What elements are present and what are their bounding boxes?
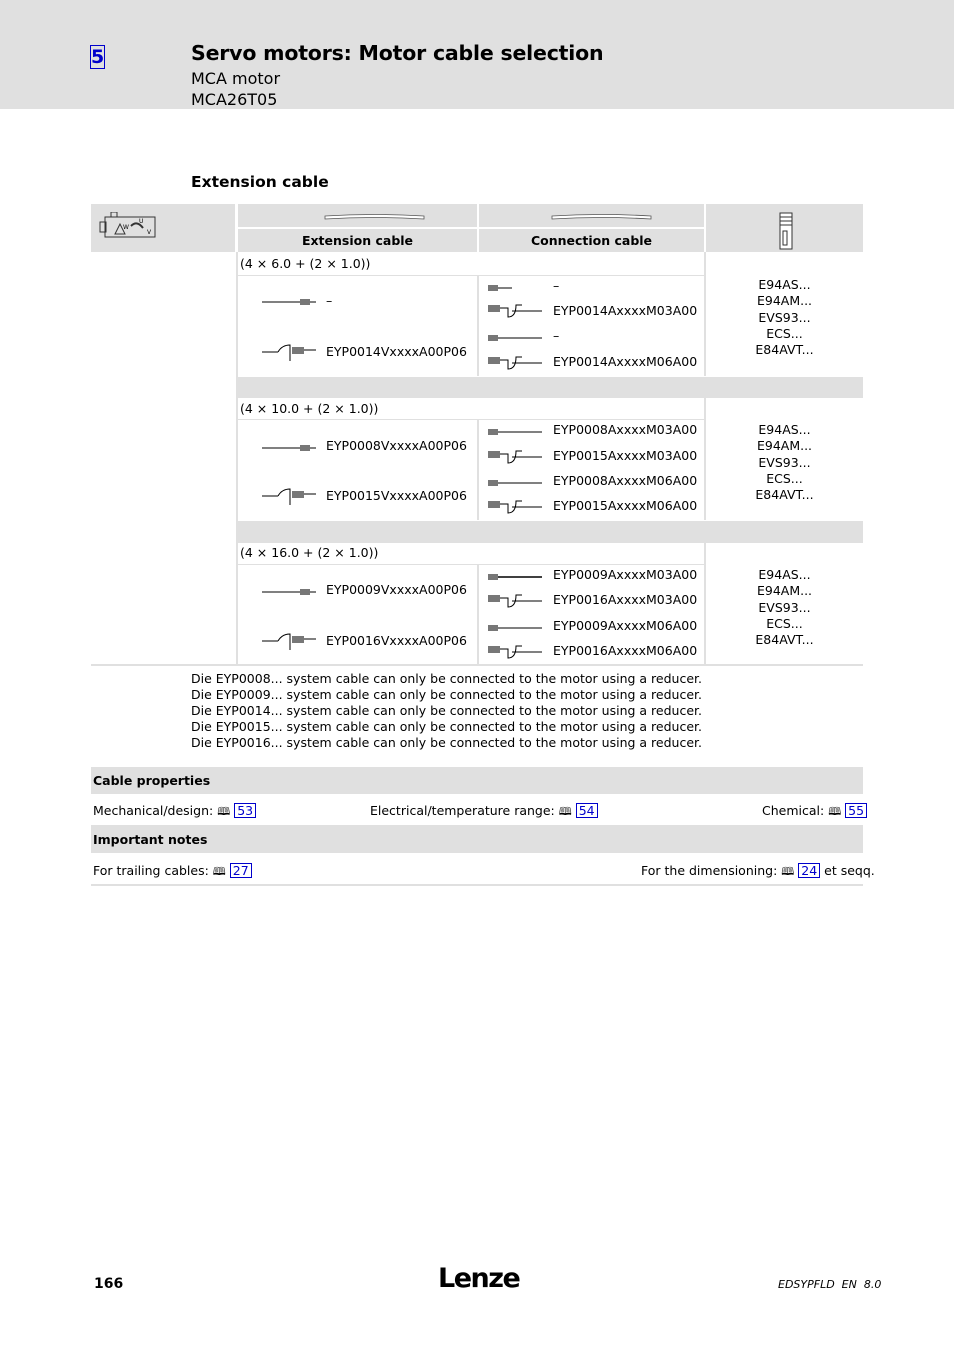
connection-part: EYP0015AxxxxM06A00 (553, 498, 698, 513)
cable-properties-heading: Cable properties (91, 767, 863, 794)
cross-section-label: (4 × 16.0 + (2 × 1.0)) (240, 545, 379, 560)
angled-plug-icon (488, 299, 544, 321)
extension-part: EYP0016VxxxxA00P06 (326, 633, 467, 648)
page-ref-link[interactable]: 53 (234, 803, 256, 818)
trailing-label: For trailing cables: (93, 863, 209, 878)
row-divider (238, 564, 704, 565)
controller-item: E84AVT... (755, 487, 814, 503)
mechanical-label: Mechanical/design: (93, 803, 214, 818)
plug-icon (488, 477, 544, 489)
dimensioning-row (641, 863, 875, 882)
page-title: Servo motors: Motor cable selection (191, 41, 604, 65)
plug-icon (262, 442, 318, 454)
controller-icon (778, 212, 794, 250)
electrical-row (370, 803, 598, 822)
extension-part: EYP0015VxxxxA00P06 (326, 488, 467, 503)
controller-list (706, 277, 863, 358)
group-separator (238, 377, 863, 398)
angled-plug-icon (262, 630, 318, 652)
controller-item: EVS93... (758, 309, 811, 325)
controller-item: ECS... (766, 615, 803, 631)
controller-item: EVS93... (758, 454, 811, 470)
table-bottom-rule (91, 664, 863, 666)
col-header-extension: Extension cable (238, 229, 477, 252)
dimensioning-suffix: et seqq. (824, 863, 875, 878)
cross-section-label: (4 × 10.0 + (2 × 1.0)) (240, 401, 379, 416)
plug-icon (488, 571, 544, 583)
book-icon: 🕮 (781, 865, 795, 878)
svg-text:W: W (123, 224, 129, 231)
group-separator (238, 521, 863, 543)
controller-header-cell (706, 204, 863, 252)
controller-list (706, 567, 863, 648)
controller-item: E94AS... (758, 422, 811, 437)
connection-part: EYP0014AxxxxM06A00 (553, 354, 698, 369)
controller-item: E84AVT... (755, 342, 814, 358)
footnote: Die EYP0014... system cable can only be connected to the motor using a reducer. (191, 703, 702, 718)
controller-item: ECS... (766, 325, 803, 341)
chemical-label: Chemical: (762, 803, 825, 818)
controller-item: E94AM... (756, 583, 813, 599)
connection-part: EYP0008AxxxxM06A00 (553, 473, 698, 488)
angled-plug-icon (262, 485, 318, 507)
footnotes (191, 671, 702, 751)
plug-icon (488, 332, 544, 344)
extension-part: EYP0009VxxxxA00P06 (326, 582, 467, 597)
trailing-cables-row (93, 863, 252, 882)
plug-icon (488, 426, 544, 438)
page-number: 166 (94, 1276, 124, 1292)
plug-icon (488, 622, 544, 634)
controller-item: E84AVT... (755, 632, 814, 648)
controller-item: E94AM... (756, 438, 813, 454)
plug-icon (262, 296, 318, 308)
book-icon: 🕮 (212, 865, 226, 878)
connection-part: EYP0015AxxxxM03A00 (553, 448, 698, 463)
document-id: EDSYPFLD EN 8.0 (778, 1278, 882, 1291)
table-divider (477, 276, 479, 376)
angled-plug-icon (488, 445, 544, 467)
book-icon: 🕮 (558, 805, 572, 818)
cross-section-label: (4 × 6.0 + (2 × 1.0)) (240, 256, 371, 271)
row-divider (238, 275, 704, 276)
book-icon: 🕮 (217, 805, 231, 818)
cable-icon (324, 213, 426, 221)
table-divider (236, 252, 238, 665)
controller-item: E94AS... (758, 277, 811, 292)
angled-plug-icon (488, 351, 544, 373)
connection-cable-icon-cell (479, 204, 704, 227)
footnote: Die EYP0009... system cable can only be connected to the motor using a reducer. (191, 687, 702, 702)
connection-part: EYP0009AxxxxM03A00 (553, 567, 698, 582)
section-title: Extension cable (191, 173, 329, 191)
angled-plug-icon (488, 495, 544, 517)
controller-list (706, 422, 863, 503)
motor-icon (99, 212, 159, 240)
page-ref-link[interactable]: 55 (845, 803, 867, 818)
row-divider (91, 884, 863, 886)
controller-item: E94AS... (758, 567, 811, 582)
chapter-number[interactable]: 5 (91, 46, 105, 68)
plug-icon (262, 586, 318, 598)
controller-item: EVS93... (758, 599, 811, 615)
chemical-row (762, 803, 867, 822)
svg-text:U: U (139, 218, 144, 225)
connection-part: EYP0016AxxxxM06A00 (553, 643, 698, 658)
extension-part: – (326, 293, 333, 308)
book-icon: 🕮 (828, 805, 842, 818)
controller-item: ECS... (766, 470, 803, 486)
page-header (0, 0, 954, 109)
connection-part: – (553, 328, 560, 343)
angled-plug-icon (488, 589, 544, 611)
connection-part: EYP0009AxxxxM06A00 (553, 618, 698, 633)
subtitle-line: MCA motor (191, 69, 281, 88)
angled-plug-icon (262, 341, 318, 363)
plug-icon (488, 282, 544, 294)
connection-part: – (553, 278, 560, 293)
extension-part: EYP0008VxxxxA00P06 (326, 438, 467, 453)
table-divider (477, 420, 479, 520)
controller-item: E94AM... (756, 293, 813, 309)
motor-header-cell (91, 204, 235, 252)
lenze-logo: Lenze (438, 1263, 520, 1294)
cable-icon (551, 213, 653, 221)
page-ref-link[interactable]: 27 (230, 863, 252, 878)
svg-text:V: V (147, 229, 152, 236)
footnote: Die EYP0015... system cable can only be connected to the motor using a reducer. (191, 719, 702, 734)
subtitle-line: MCA26T05 (191, 90, 278, 109)
connection-part: EYP0016AxxxxM03A00 (553, 592, 698, 607)
page-ref-link[interactable]: 54 (576, 803, 598, 818)
footnote: Die EYP0008... system cable can only be connected to the motor using a reducer. (191, 671, 702, 686)
electrical-label: Electrical/temperature range: (370, 803, 555, 818)
extension-part: EYP0014VxxxxA00P06 (326, 344, 467, 359)
row-divider (238, 419, 704, 420)
important-notes-heading: Important notes (91, 826, 863, 853)
page-subtitle (191, 68, 280, 110)
connection-part: EYP0014AxxxxM03A00 (553, 303, 698, 318)
footnote: Die EYP0016... system cable can only be connected to the motor using a reducer. (191, 735, 702, 750)
angled-plug-icon (488, 640, 544, 662)
connection-part: EYP0008AxxxxM03A00 (553, 422, 698, 437)
mechanical-design-row (93, 803, 256, 822)
table-divider (477, 565, 479, 665)
extension-cable-icon-cell (238, 204, 477, 227)
page-ref-link[interactable]: 24 (798, 863, 820, 878)
col-header-connection: Connection cable (479, 229, 704, 252)
dimensioning-label: For the dimensioning: (641, 863, 778, 878)
